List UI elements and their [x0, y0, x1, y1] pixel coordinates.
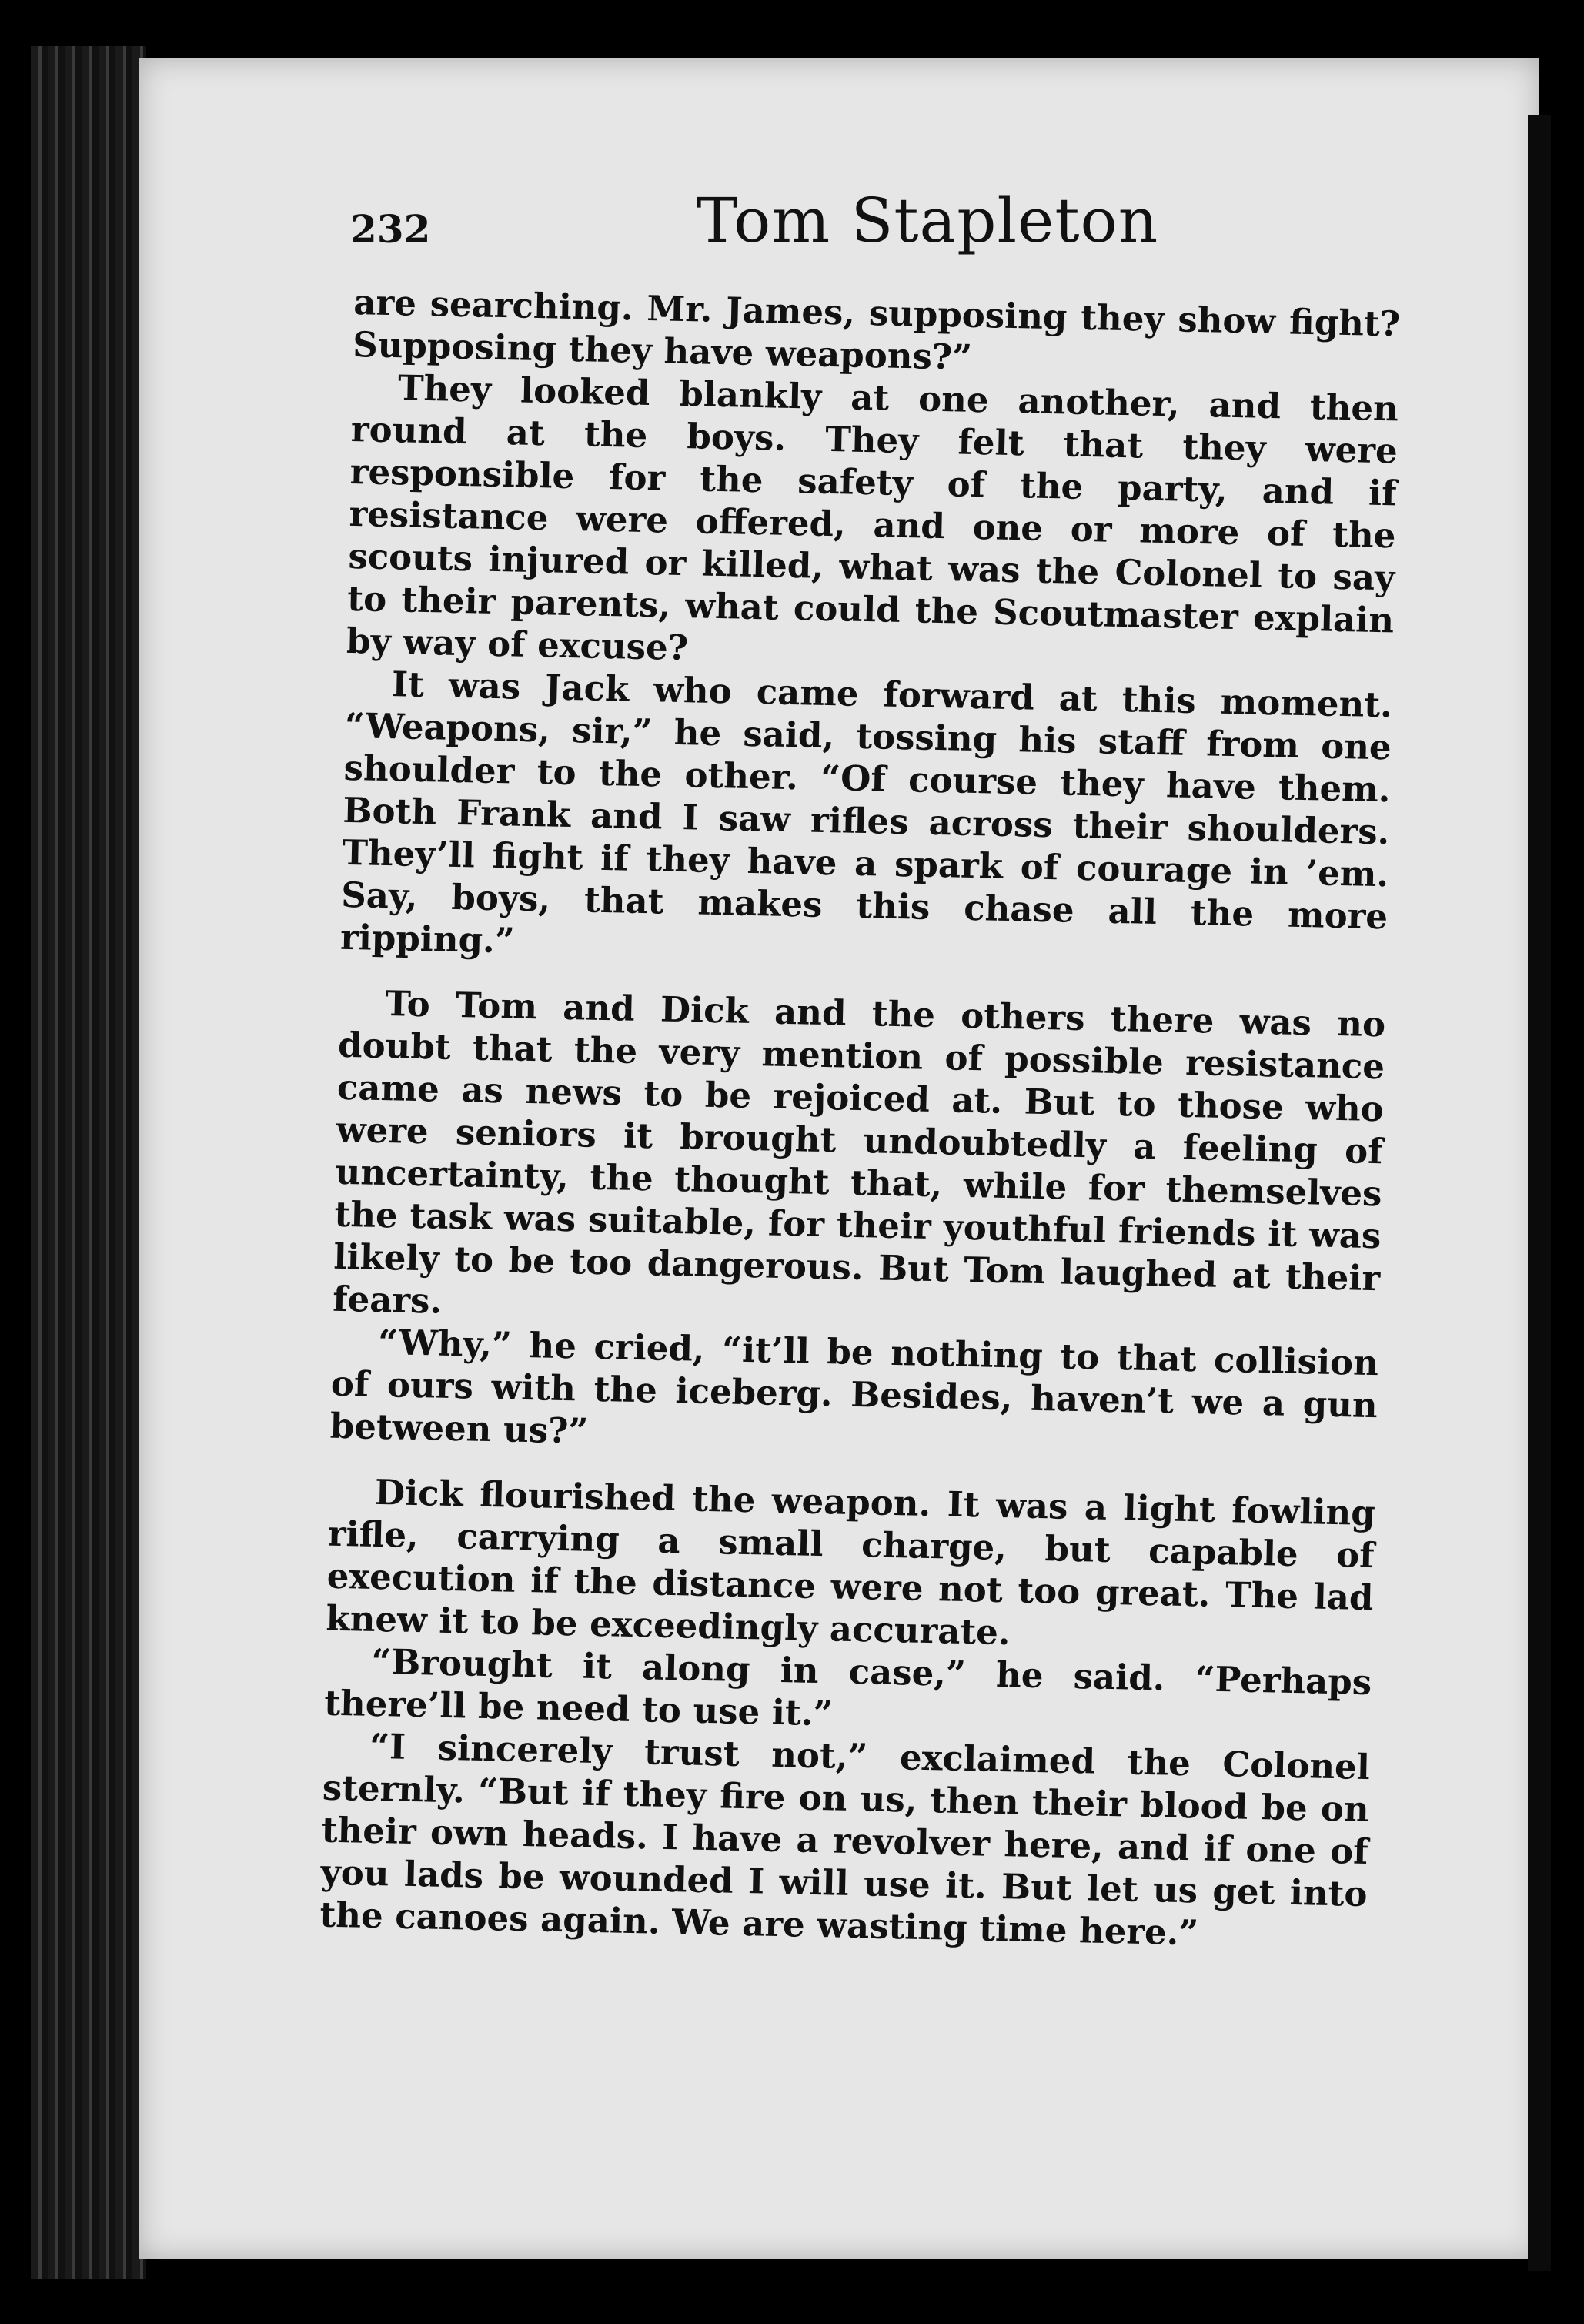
body-text — [319, 281, 1401, 1958]
book-binding-edge — [31, 46, 146, 2279]
running-title: Tom Stapleton — [697, 185, 1159, 256]
paragraph-5: “Why,” he cried, “it’ll be nothing to that collision of ours with the iceberg. Besides, haven’t we a gun between us?” — [329, 1321, 1379, 1452]
page-right-edge-shadow — [1528, 115, 1551, 2271]
paragraph-6: Dick flourished the weapon. It was a light fowling rifle, carrying a small charge, but capable of execution if the distance were not too great. The lad knew it to be exceedingly accurate. — [326, 1471, 1376, 1654]
paragraph-2: They looked blankly at one another, and then round at the boys. They felt that they were responsible for the safety of the party, and if resistance were offered, and one or more of the scouts injured or killed, what was the Colonel to say to their parents, what could the Scoutmaster explain by way of excuse? — [346, 367, 1399, 669]
page-number: 232 — [350, 206, 431, 252]
paragraph-8: “I sincerely trust not,” exclaimed the Colonel sternly. “But if they fire on us, then their blood be on their own heads. I have a revolver here, and if one of you lads be wounded I will use it. But let us get into the canoes again. We are wasting time here.” — [319, 1725, 1371, 1954]
paragraph-7: “Brought it along in case,” he said. “Perhaps there’ll be need to use it.” — [323, 1640, 1372, 1734]
paragraph-4: To Tom and Dick and the others there was no doubt that the very mention of possible resistance came as news to be rejoiced at. But to those who were seniors it brought undoubtedly a feeling of uncertainty, the thought that, while for themselves the task was suitable, for their youthful friends it was likely to be too dangerous. But Tom laughed at their fears. — [332, 983, 1386, 1322]
page-header — [350, 185, 1274, 277]
paragraph-3: It was Jack who came forward at this moment. “Weapons, sir,” he said, tossing his staff from one shoulder to the other. “Of course they have them. Both Frank and I saw rifles across their shoulders. They’ll fight if they have a spark of courage in ’em. Say, boys, that makes this chase all the more ripping.” — [339, 664, 1393, 961]
paragraph-1: are searching. Mr. James, supposing they show fight? Supposing they have weapons?” — [352, 281, 1401, 378]
